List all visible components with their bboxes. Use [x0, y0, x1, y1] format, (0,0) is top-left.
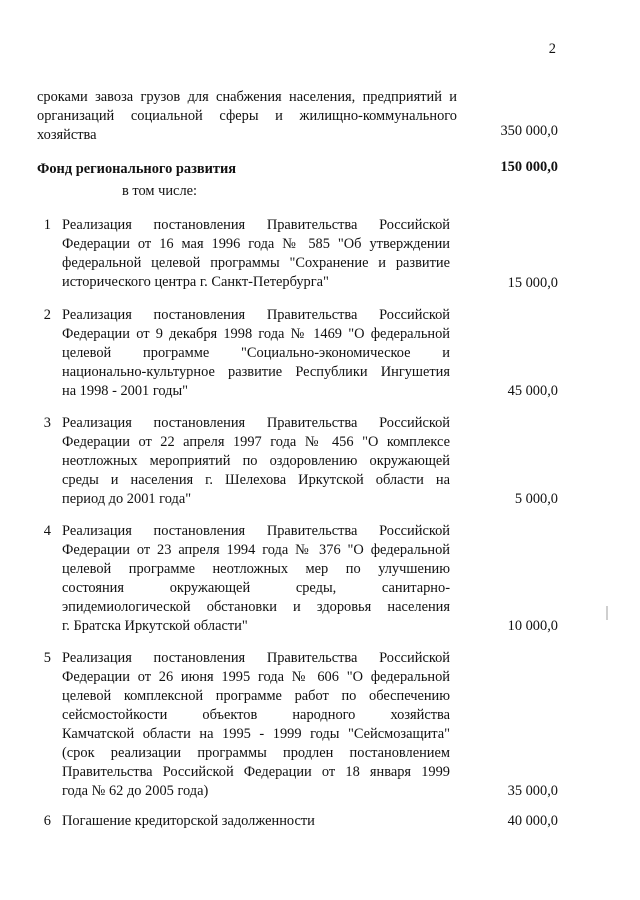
text-line: Федерации от 9 декабря 1998 года № 1469 "О федеральной: [62, 326, 450, 342]
text-line: период до 2001 года": [62, 491, 192, 507]
text-line: Камчатской области на 1995 - 1999 годы "Сейсмозащита": [62, 726, 450, 742]
text-line: федеральной целевой программы "Сохранение и развитие: [62, 255, 450, 271]
text-line: Федерации от 26 июня 1995 года № 606 "О федеральной: [62, 669, 450, 685]
item-amount: 45 000,0: [507, 383, 558, 399]
item-text: [62, 522, 450, 636]
item-amount: 35 000,0: [507, 783, 558, 799]
item-amount: 40 000,0: [507, 813, 558, 829]
item-amount: 15 000,0: [507, 275, 558, 291]
item-text: [62, 812, 450, 831]
text-line: целевой программе неотложных мер по улучшению: [62, 561, 450, 577]
fund-amount: 150 000,0: [500, 159, 558, 175]
text-line: Реализация постановления Правительства Российской: [62, 217, 450, 233]
text-line: Погашение кредиторской задолженности: [62, 813, 315, 829]
text-line: организаций социальной сферы и жилищно-коммунального: [37, 108, 457, 124]
text-line: неотложных мероприятий по оздоровлению окружающей: [62, 453, 450, 469]
item-amount: 10 000,0: [507, 618, 558, 634]
item-number: 6: [43, 813, 51, 829]
item-amount: 5 000,0: [514, 491, 558, 507]
text-line: Реализация постановления Правительства Российской: [62, 523, 450, 539]
item-text: [62, 649, 450, 801]
item-text: [62, 414, 450, 509]
scan-margin-mark: [606, 606, 608, 620]
text-line: Федерации от 23 апреля 1994 года № 376 "О федеральной: [62, 542, 450, 558]
text-line: целевой комплексной программе работ по обеспечению: [62, 688, 450, 704]
text-line: Реализация постановления Правительства Российской: [62, 650, 450, 666]
text-line: Правительства Российской Федерации от 18 января 1999: [62, 764, 450, 780]
item-number: 4: [43, 523, 51, 539]
text-line: состояния окружающей среды, санитарно-: [62, 580, 450, 596]
text-line: исторического центра г. Санкт-Петербурга": [62, 274, 329, 290]
text-line: национально-культурное развитие Республики Ингушетия: [62, 364, 450, 380]
text-line: среды и населения г. Шелехова Иркутской области на: [62, 472, 450, 488]
item-number: 1: [43, 217, 51, 233]
page-number: 2: [548, 41, 556, 57]
including-label: в том числе:: [122, 183, 198, 199]
item-text: [62, 306, 450, 401]
item-number: 3: [43, 415, 51, 431]
text-line: эпидемиологической обстановки и здоровья населения: [62, 599, 450, 615]
text-line: сейсмостойкости объектов народного хозяйства: [62, 707, 450, 723]
intro-paragraph: [37, 88, 457, 145]
item-number: 5: [43, 650, 51, 666]
text-line: целевой программе "Социально-экономическое и: [62, 345, 450, 361]
text-line: Федерации от 16 мая 1996 года № 585 "Об утверждении: [62, 236, 450, 252]
item-text: [62, 216, 450, 292]
text-line: (срок реализации программы продлен постановлением: [62, 745, 450, 761]
text-line: года № 62 до 2005 года): [62, 783, 209, 799]
text-line: на 1998 - 2001 годы": [62, 383, 189, 399]
intro-amount: 350 000,0: [500, 123, 558, 139]
text-line: Реализация постановления Правительства Российской: [62, 307, 450, 323]
text-line: хозяйства: [37, 127, 97, 143]
text-line: г. Братска Иркутской области": [62, 618, 248, 634]
text-line: сроками завоза грузов для снабжения населения, предприятий и: [37, 89, 457, 105]
text-line: Реализация постановления Правительства Российской: [62, 415, 450, 431]
item-number: 2: [43, 307, 51, 323]
text-line: Федерации от 22 апреля 1997 года № 456 "О комплексе: [62, 434, 450, 450]
fund-title: Фонд регионального развития: [37, 161, 237, 177]
